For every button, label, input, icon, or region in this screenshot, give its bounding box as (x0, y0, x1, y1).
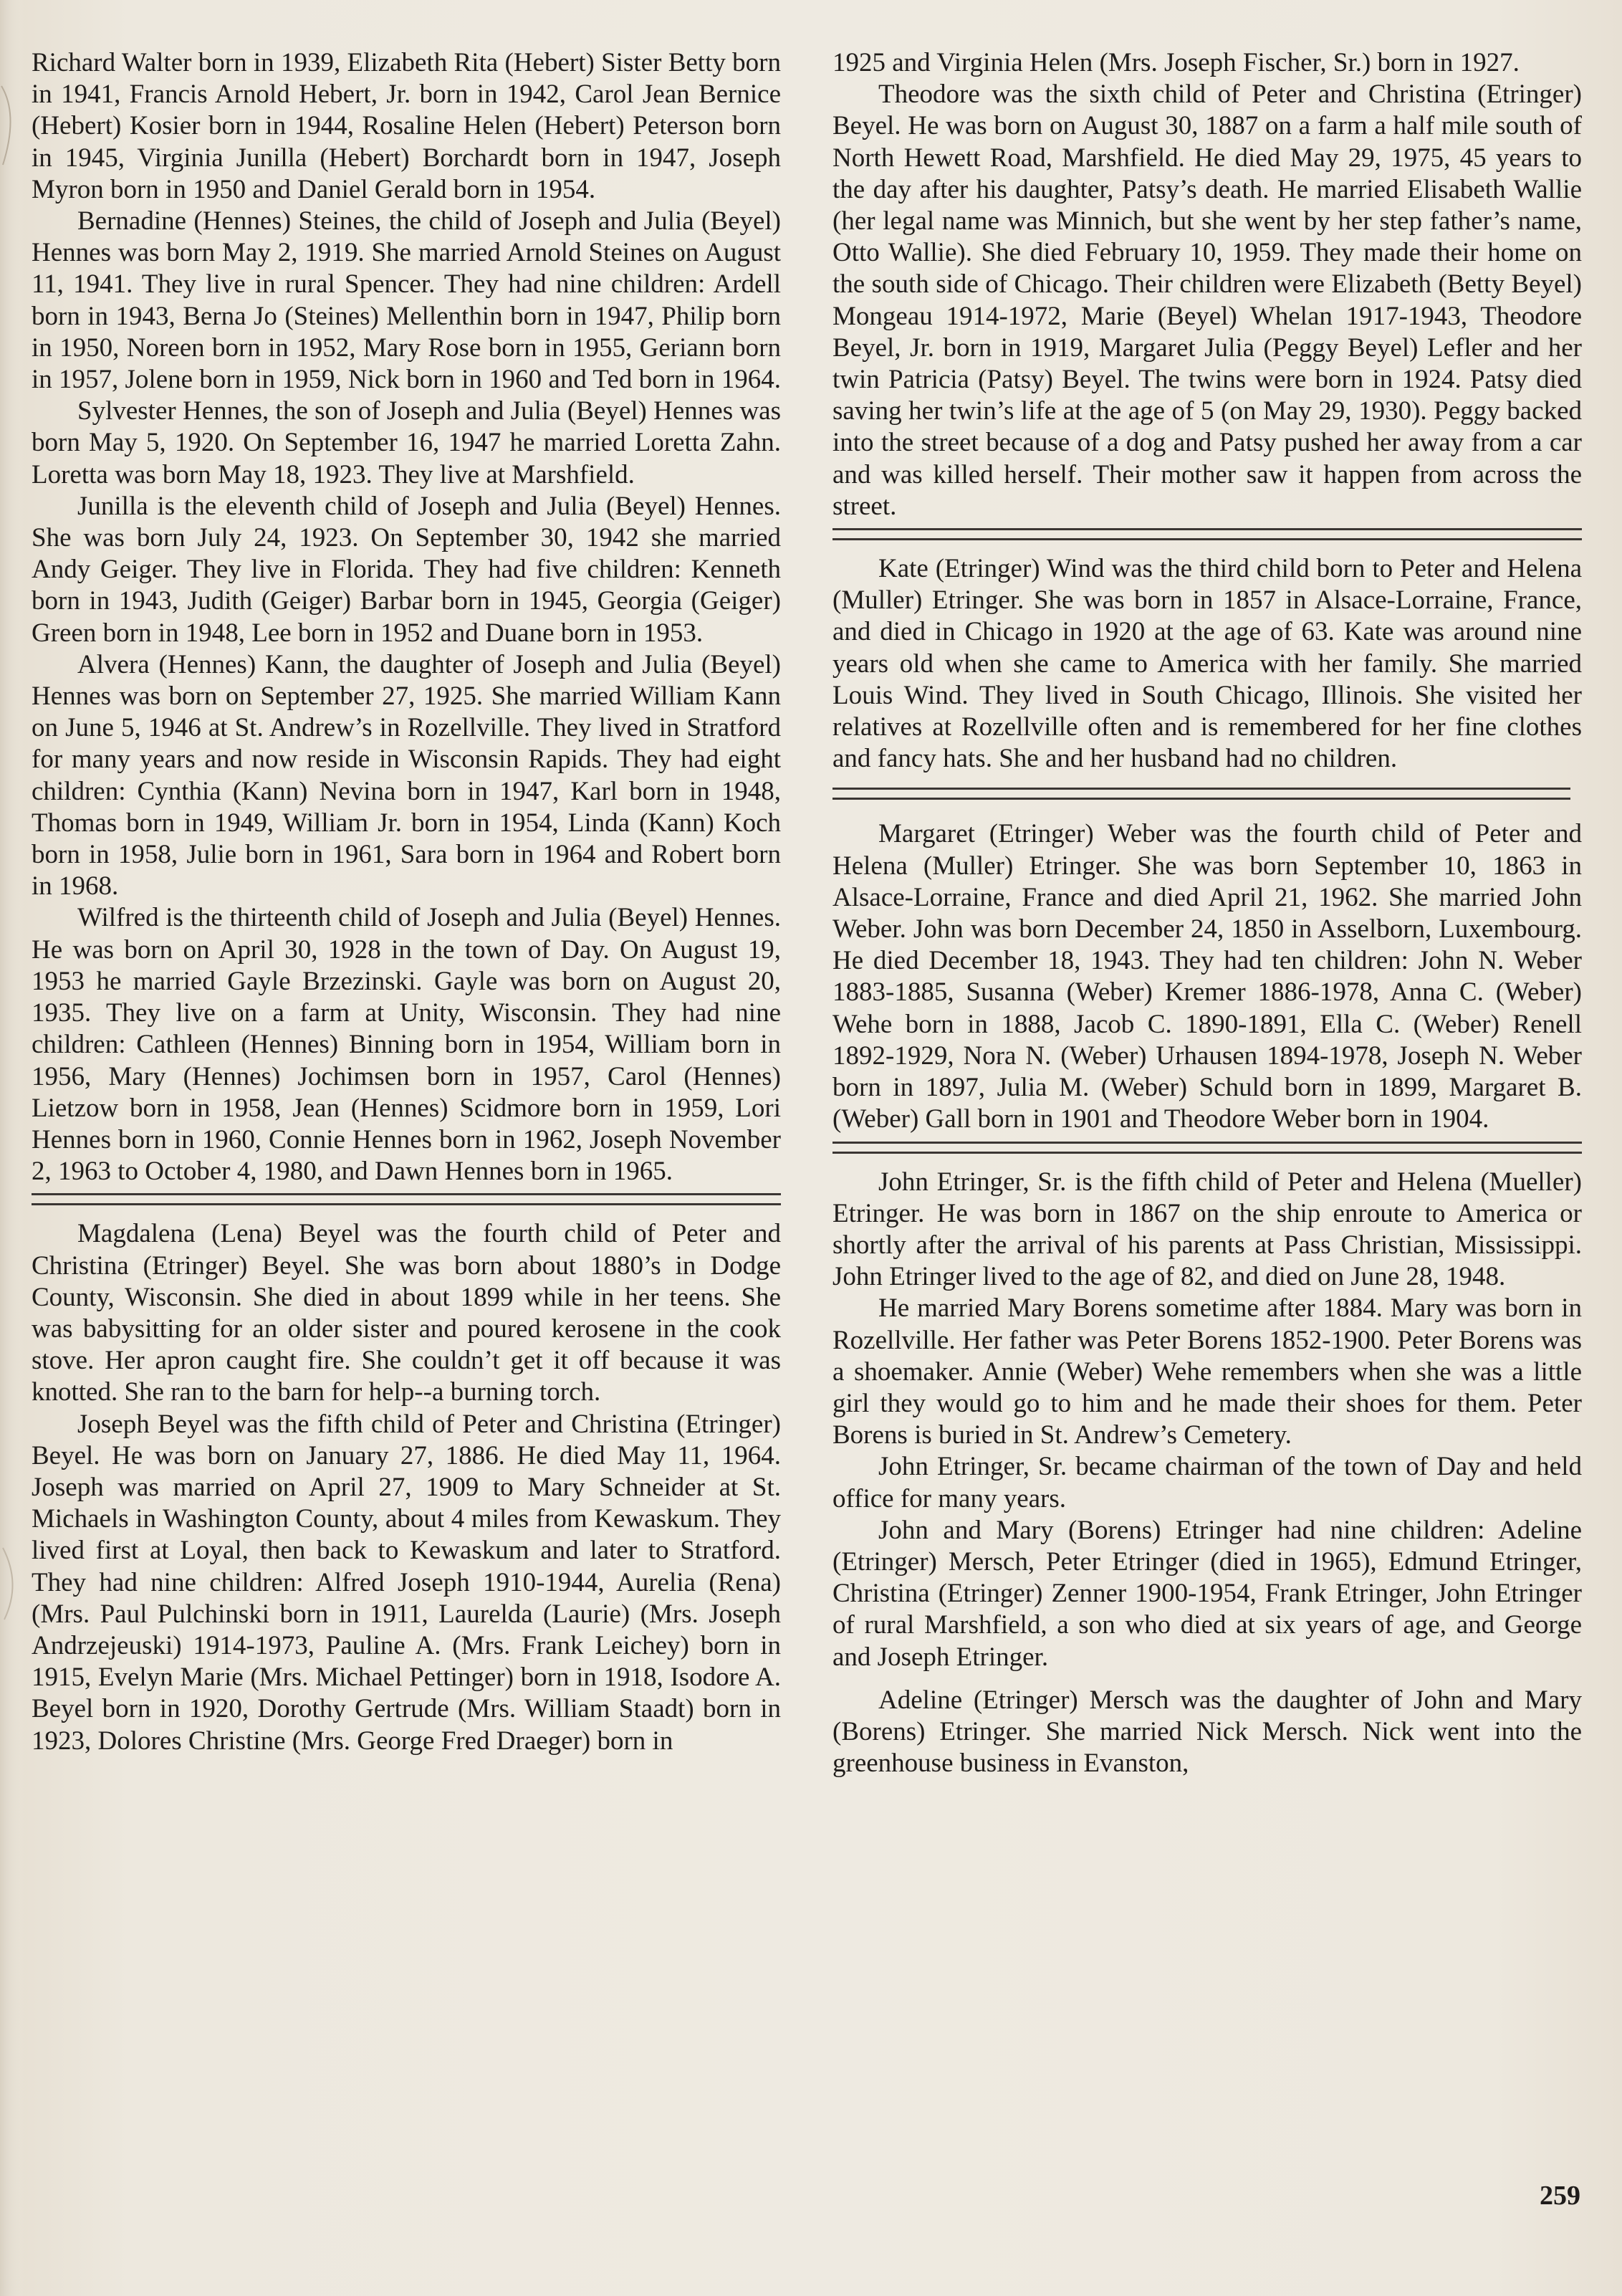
paragraph-hebert-children: Richard Walter born in 1939, Elizabeth Rita (Hebert) Sister Betty born in 1941, Francis Arnold Hebert, Jr. born in 1942, Carol Jean Bernice (Hebert) Kosier born in 1944, Rosaline Helen (Hebert) Peterson born in 1945, Virginia Junilla (Hebert) Borchardt born in 1947, Joseph Myron born in 1950 and Daniel Gerald born in 1954. (32, 48, 781, 204)
paragraph-junilla-geiger: Junilla is the eleventh child of Joseph and Julia (Beyel) Hennes. She was born July 24, 1923. On September 30, 1942 she married Andy Geiger. They live in Florida. They had five children: Kenneth born in 1943, Judith (Geiger) Barbar born in 1945, Georgia (Geiger) Green born in 1948, Lee born in 1952 and Duane born in 1953. (32, 491, 781, 648)
paragraph-wilfred-hennes: Wilfred is the thirteenth child of Joseph and Julia (Beyel) Hennes. He was born on April 30, 1928 in the town of Day. On August 19, 1953 he married Gayle Brzezinski. Gayle was born on August 20, 1935. They live on a farm at Unity, Wisconsin. They had nine children: Cathleen (Hennes) Binning born in 1954, William born in 1956, Mary (Hennes) Jochimsen born in 1957, Carol (Hennes) Lietzow born in 1958, Jean (Hennes) Scidmore born in 1959, Lori Hennes born in 1960, Connie Hennes born in 1962, Joseph November 2, 1963 to October 4, 1980, and Dawn Hennes born in 1965. (32, 903, 781, 1187)
left-column (32, 47, 781, 1757)
page-edge-shadow (0, 0, 24, 2296)
paragraph-margaret-weber: Margaret (Etringer) Weber was the fourth child of Peter and Helena (Muller) Etringer. She was born September 10, 1863 in Alsace-Lorraine, France and died April 21, 1962. She married John Weber. John was born December 24, 1850 in Asselborn, Luxembourg. He died December 18, 1943. They had ten children: John N. Weber 1883-1885, Susanna (Weber) Kremer 1886-1978, Anna C. (Weber) Wehe born in 1888, Jacob C. 1890-1891, Ella C. (Weber) Renell 1892-1929, Nora N. (Weber) Urhausen 1894-1978, Joseph N. Weber born in 1897, Julia M. (Weber) Schuld born in 1899, Margaret B. (Weber) Gall born in 1901 and Theodore Weber born in 1904. (832, 819, 1582, 1134)
paragraph-sylvester-hennes: Sylvester Hennes, the son of Joseph and Julia (Beyel) Hennes was born May 5, 1920. On September 16, 1947 he married Loretta Zahn. Loretta was born May 18, 1923. They live at Marshfield. (32, 396, 781, 489)
section-divider (832, 788, 1570, 800)
page-number: 259 (1540, 2181, 1580, 2211)
paragraph-etringer-children: John and Mary (Borens) Etringer had nine children: Adeline (Etringer) Mersch, Peter Etringer (died in 1965), Edmund Etringer, Christina (Etringer) Zenner 1900-1954, Frank Etringer, John Etringer of rural Marshfield, a son who died at six years of age, and George and Joseph Etringer. (832, 1515, 1582, 1672)
paragraph-alvera-kann: Alvera (Hennes) Kann, the daughter of Joseph and Julia (Beyel) Hennes was born on September 27, 1925. She married William Kann on June 5, 1946 at St. Andrew’s in Rozellville. They lived in Stratford for many years and now reside in Wisconsin Rapids. They had eight children: Cynthia (Kann) Nevina born in 1947, Karl born in 1948, Thomas born in 1949, William Jr. born in 1954, Linda (Kann) Koch born in 1958, Julie born in 1961, Sara born in 1964 and Robert born in 1968. (32, 649, 781, 901)
paragraph-kate-wind: Kate (Etringer) Wind was the third child born to Peter and Helena (Muller) Etringer. She was born in 1857 in Alsace-Lorraine, France, and died in Chicago in 1920 at the age of 63. Kate was around nine years old when she came to America with her family. She married Louis Wind. They lived in South Chicago, Illinois. She visited her relatives at Rozellville often and is remembered for her fine clothes and fancy hats. She and her husband had no children. (832, 554, 1582, 774)
section-divider (832, 1142, 1582, 1154)
paragraph-town-chairman: John Etringer, Sr. became chairman of the town of Day and held office for many years. (832, 1452, 1582, 1513)
paragraph-adeline-mersch: Adeline (Etringer) Mersch was the daughter of John and Mary (Borens) Etringer. She married Nick Mersch. Nick went into the greenhouse business in Evanston, (832, 1685, 1582, 1779)
paragraph-bernadine-steines: Bernadine (Hennes) Steines, the child of Joseph and Julia (Beyel) Hennes was born May 2, 1919. She married Arnold Steines on August 11, 1941. They live in rural Spencer. They had nine children: Ardell born in 1943, Berna Jo (Steines) Mellenthin born in 1947, Philip born in 1950, Noreen born in 1952, Mary Rose born in 1955, Geriann born in 1957, Jolene born in 1959, Nick born in 1960 and Ted born in 1964. (32, 206, 781, 395)
right-column (832, 47, 1582, 1779)
section-divider (832, 528, 1582, 540)
paragraph-theodore-beyel: Theodore was the sixth child of Peter and Christina (Etringer) Beyel. He was born on August 30, 1887 on a farm a half mile south of North Hewett Road, Marshfield. He died May 29, 1975, 45 years to the day after his daughter, Patsy’s death. He married Elisabeth Wallie (her legal name was Minnich, but she went by her step father’s name, Otto Wallie). She died February 10, 1959. They made their home on the south side of Chicago. Their children were Elizabeth (Betty Beyel) Mongeau 1914-1972, Marie (Beyel) Whelan 1917-1943, Theodore Beyel, Jr. born in 1919, Margaret Julia (Peggy Beyel) Lefler and her twin Patricia (Patsy) Beyel. The twins were born in 1924. Patsy died saving her twin’s life at the age of 5 (on May 29, 1930). Peggy backed into the street because of a dog and Patsy pushed her away from a car and was killed herself. Their mother saw it happen from across the street. (832, 80, 1582, 521)
section-divider (32, 1193, 781, 1205)
paragraph-beyel-continued: 1925 and Virginia Helen (Mrs. Joseph Fischer, Sr.) born in 1927. (832, 48, 1520, 77)
paragraph-magdalena-beyel: Magdalena (Lena) Beyel was the fourth child of Peter and Christina (Etringer) Beyel. She was born about 1880’s in Dodge County, Wisconsin. She died in about 1899 while in her teens. She was babysitting for an older sister and poured kerosene in the cook stove. Her apron caught fire. She couldn’t get it off because it was knotted. She ran to the barn for help--a burning torch. (32, 1219, 781, 1407)
paragraph-mary-borens: He married Mary Borens sometime after 1884. Mary was born in Rozellville. Her father was Peter Borens 1852-1900. Peter Borens was a shoemaker. Annie (Weber) Wehe remembers when she was a little girl they would go to him and he made their shoes for them. Peter Borens is buried in St. Andrew’s Cemetery. (832, 1293, 1582, 1450)
paragraph-john-etringer-sr: John Etringer, Sr. is the fifth child of Peter and Helena (Mueller) Etringer. He was born in 1867 on the ship enroute to America or shortly after the arrival of his parents at Pass Christian, Mississippi. John Etringer lived to the age of 82, and died on June 28, 1948. (832, 1167, 1582, 1292)
paragraph-joseph-beyel: Joseph Beyel was the fifth child of Peter and Christina (Etringer) Beyel. He was born on January 27, 1886. He died May 11, 1964. Joseph was married on April 27, 1909 to Mary Schneider at St. Michaels in Washington County, about 4 miles from Kewaskum. They lived first at Loyal, then back to Kewaskum and later to Stratford. They had nine children: Alfred Joseph 1910-1944, Aurelia (Rena) (Mrs. Paul Pulchinski born in 1911, Laurelda (Laurie) (Mrs. Joseph Andrzejeuski) 1914-1973, Pauline A. (Mrs. Frank Leichey) born in 1915, Evelyn Marie (Mrs. Michael Pettinger) born in 1918, Isodore A. Beyel born in 1920, Dorothy Gertrude (Mrs. William Staadt) born in 1923, Dolores Christine (Mrs. George Fred Draeger) born in (32, 1409, 781, 1756)
